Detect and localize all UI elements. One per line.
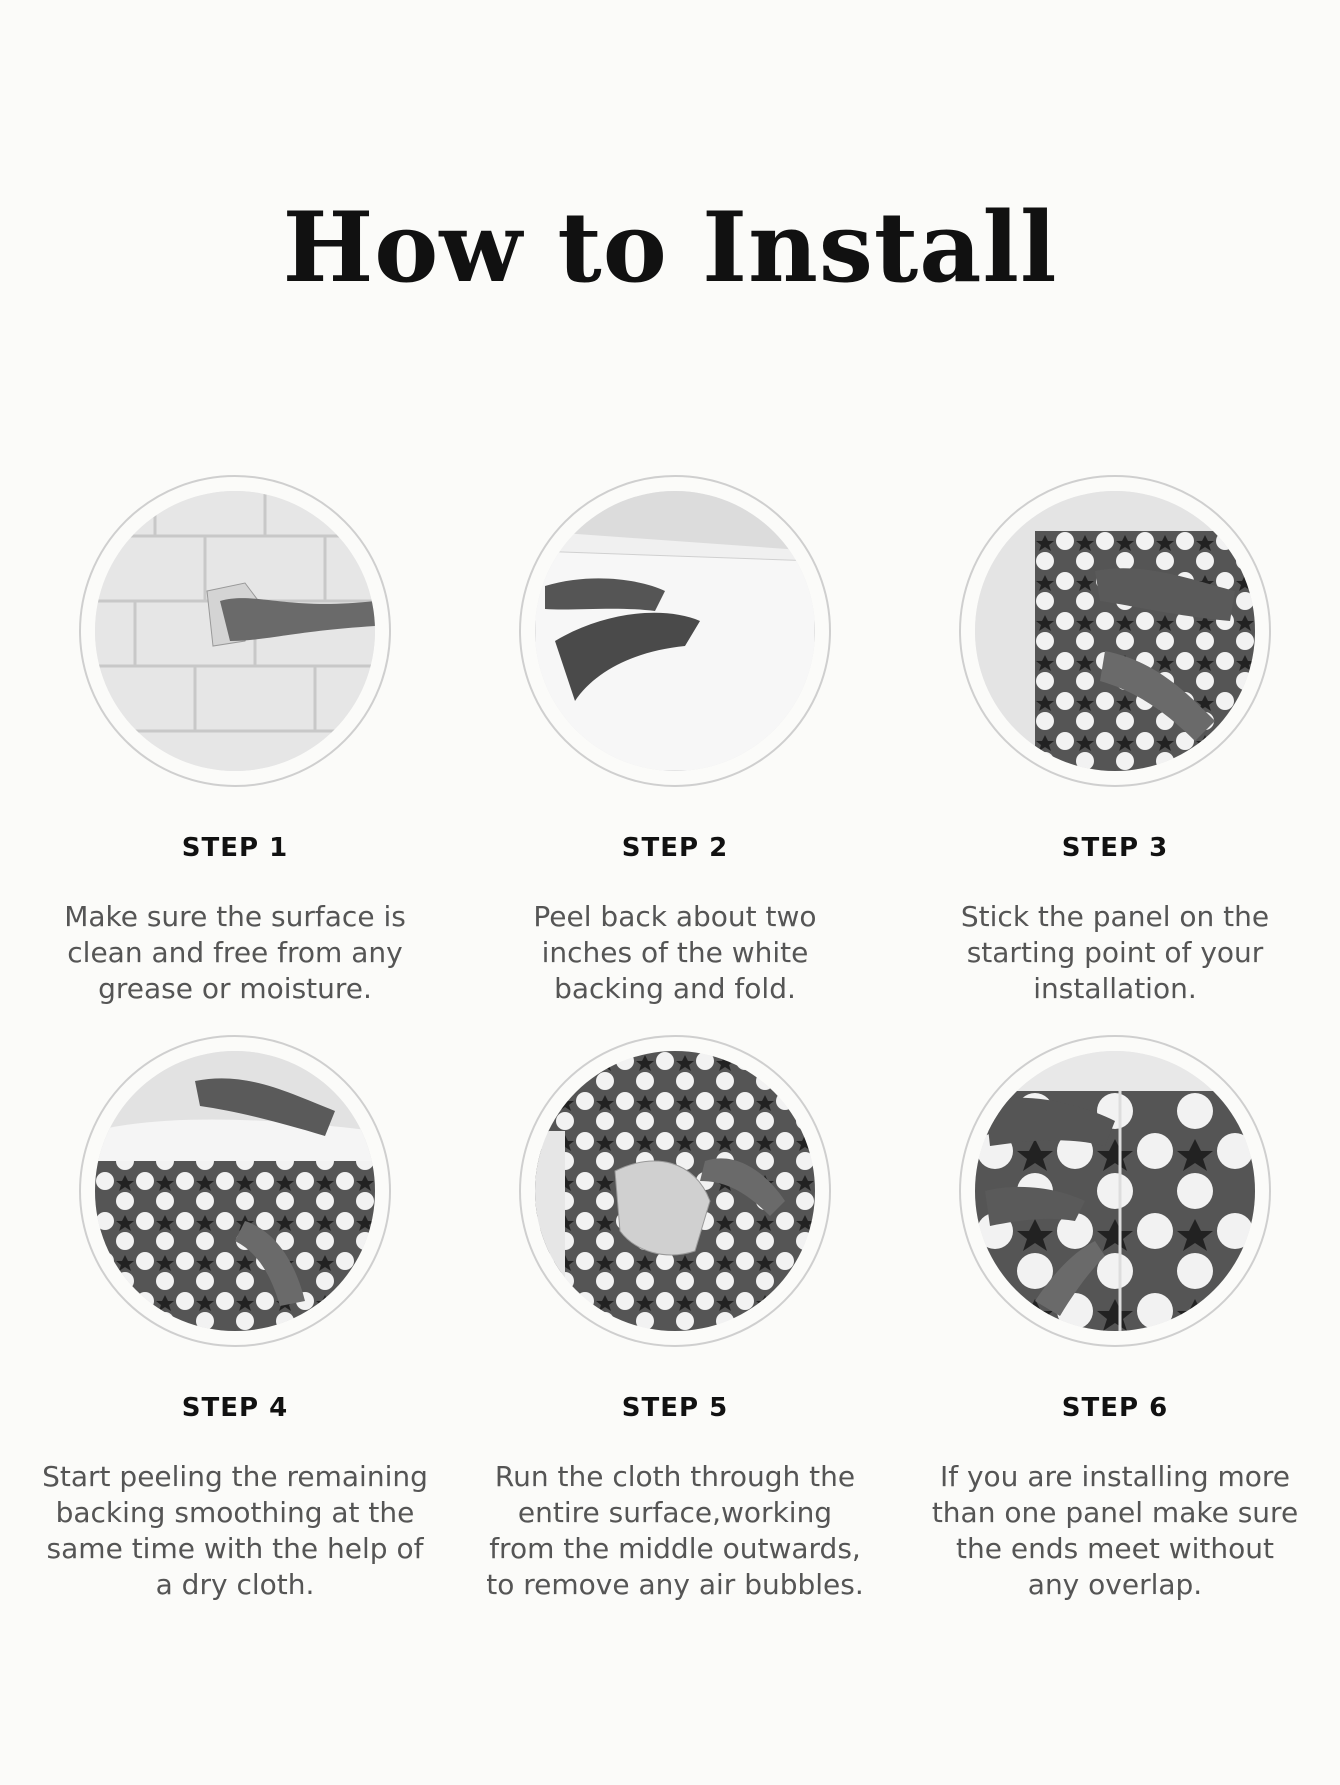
step-description: Stick the panel on the starting point of your installation. [960, 900, 1270, 1005]
step-description: Run the cloth through the entire surface,working from the middle outwards, to remove any air bubbles. [486, 1460, 864, 1601]
step-label: STEP 6 [1061, 1393, 1169, 1423]
step-description: Start peeling the remaining backing smoothing at the same time with the help of a dry cloth. [42, 1460, 428, 1601]
step-4 [15, 1035, 455, 1603]
step-label: STEP 2 [621, 833, 729, 863]
step-5-photo [519, 1035, 831, 1347]
step-label: STEP 5 [621, 1393, 729, 1423]
step-1 [15, 475, 455, 1007]
step-3 [895, 475, 1335, 1007]
step-label: STEP 4 [181, 1393, 289, 1423]
step-6 [895, 1035, 1335, 1603]
step-3-photo [959, 475, 1271, 787]
step-6-photo [959, 1035, 1271, 1347]
step-description: Make sure the surface is clean and free from any grease or moisture. [64, 900, 406, 1005]
page-title: How to Install [282, 191, 1058, 304]
step-label: STEP 1 [181, 833, 289, 863]
step-description: Peel back about two inches of the white backing and fold. [533, 900, 817, 1005]
step-1-photo [79, 475, 391, 787]
step-5 [455, 1035, 895, 1603]
step-description: If you are installing more than one panel make sure the ends meet without any overlap. [931, 1460, 1299, 1601]
step-4-photo [79, 1035, 391, 1347]
step-2 [455, 475, 895, 1007]
step-label: STEP 3 [1061, 833, 1169, 863]
step-2-photo [519, 475, 831, 787]
